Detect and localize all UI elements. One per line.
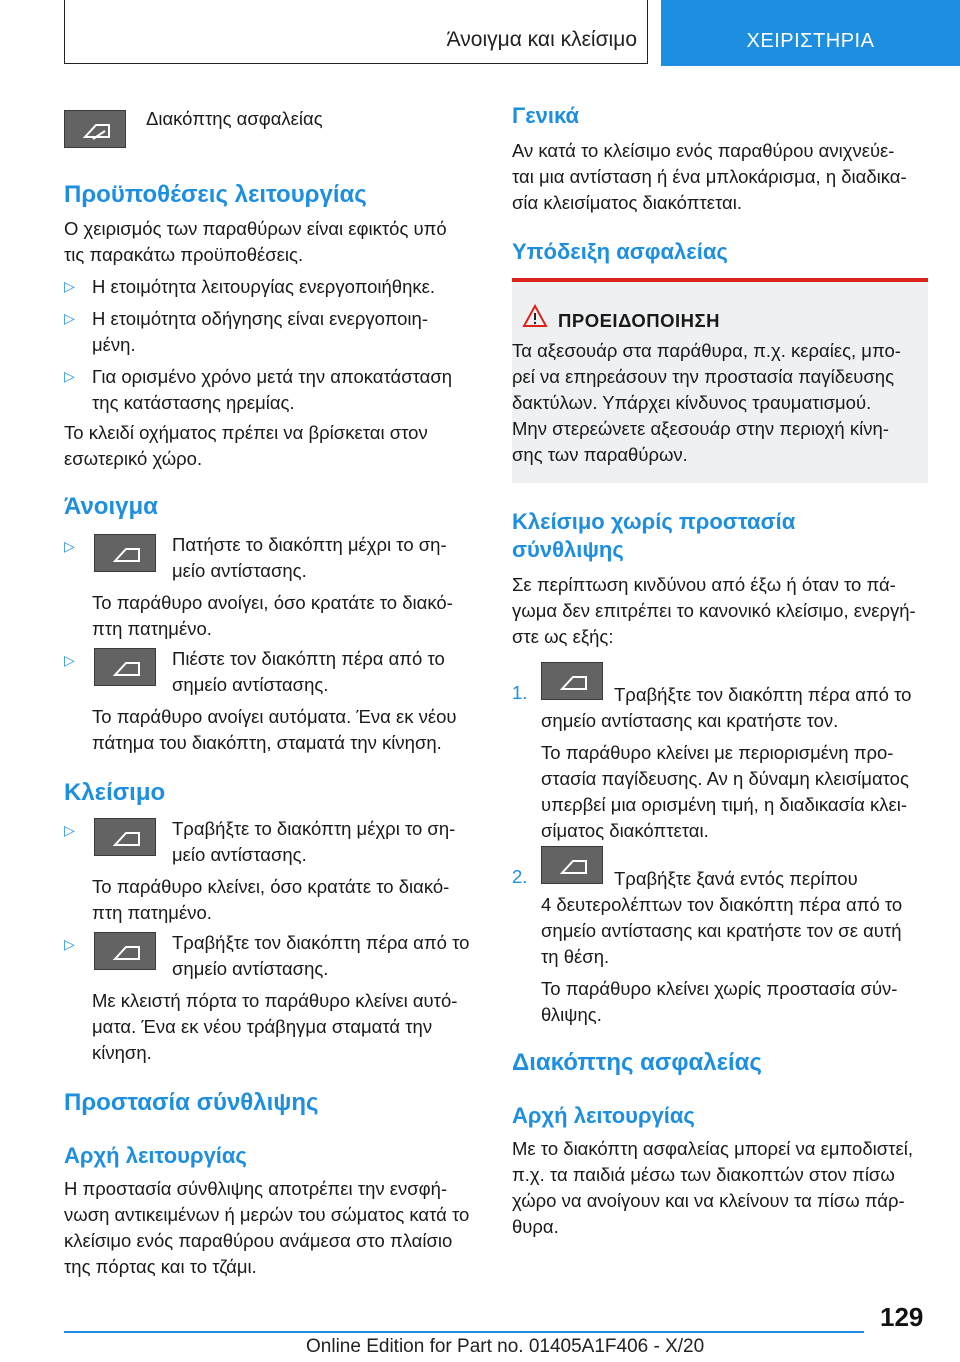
safety-switch-label: Διακόπτης ασφαλείας <box>146 108 323 129</box>
list-bullet-icon: ▷ <box>64 652 75 668</box>
step-result: πτη πατημένο. <box>92 902 212 923</box>
warning-line: Μην στερεώνετε αξεσουάρ στην περιοχή κίνη- <box>512 418 889 439</box>
step-text: σημείο αντίστασης και κρατήστε τον. <box>541 710 839 731</box>
body-line: σία κλεισίματος διακόπτεται. <box>512 192 742 213</box>
step-text: Τραβήξτε ξανά εντός περίπου <box>614 868 858 889</box>
list-item <box>64 306 480 358</box>
warning-line: ρεί να επηρεάσουν την προστασία παγίδευσης <box>512 366 895 387</box>
body-line: Αν κατά το κλείσιμο ενός παραθύρου ανιχνεύε- <box>512 140 895 161</box>
list-bullet-icon: ▷ <box>64 310 75 326</box>
prereq-intro-line: Ο χειρισμός των παραθύρων είναι εφικτός υπό <box>64 218 447 239</box>
warning-triangle-icon <box>522 304 548 333</box>
list-bullet-icon: ▷ <box>64 936 75 952</box>
heading-no-pinch-cont: σύνθλιψης <box>512 537 624 562</box>
key-note-line: εσωτερικό χώρο. <box>64 448 203 469</box>
window-switch-icon <box>94 648 156 686</box>
list-bullet-icon: ▷ <box>64 278 75 294</box>
header-frame <box>64 0 648 64</box>
list-bullet-icon: ▷ <box>64 538 75 554</box>
list-item-text: μένη. <box>92 334 136 355</box>
window-switch-icon <box>541 846 603 884</box>
step-result: κίνηση. <box>92 1042 152 1063</box>
heading-principle: Αρχή λειτουργίας <box>64 1143 247 1168</box>
window-switch-icon <box>94 932 156 970</box>
body-line: χώρο να ανοίγουν και να κλείνουν τα πίσω πάρ- <box>512 1190 905 1211</box>
step-text: μείο αντίστασης. <box>172 844 307 865</box>
step-result: στασία παγίδευσης. Αν η δύναμη κλεισίματος <box>541 768 909 789</box>
body-line: Με το διακόπτη ασφαλείας μπορεί να εμποδιστεί, <box>512 1138 913 1159</box>
step-result: πάτημα του διακόπτη, σταματά την κίνηση. <box>92 732 442 753</box>
heading-closing: Κλείσιμο <box>64 779 166 806</box>
step-result: Το παράθυρο ανοίγει αυτόματα. Ένα εκ νέου <box>92 706 457 727</box>
footer-divider <box>64 1331 864 1333</box>
chapter-tab: ΧΕΙΡΙΣΤΗΡΙΑ <box>661 0 960 66</box>
step-result: θλιψης. <box>541 1004 602 1025</box>
step-text: Τραβήξτε τον διακόπτη πέρα από το <box>172 932 470 953</box>
list-item-text: Για ορισμένο χρόνο μετά την αποκατάσταση <box>92 366 453 387</box>
step-text: Πατήστε το διακόπτη μέχρι το ση- <box>172 534 447 555</box>
prereq-intro-line: τις παρακάτω προϋποθέσεις. <box>64 244 304 265</box>
step-text: Τραβήξτε το διακόπτη μέχρι το ση- <box>172 818 456 839</box>
body-line: Σε περίπτωση κινδύνου από έξω ή όταν το πά- <box>512 574 896 595</box>
list-bullet-icon: ▷ <box>64 822 75 838</box>
body-line: γωμα δεν επιτρέπει το κανονικό κλείσιμο, ενεργή- <box>512 600 916 621</box>
window-switch-icon <box>541 662 603 700</box>
heading-general: Γενικά <box>512 103 580 128</box>
window-switch-icon <box>94 534 156 572</box>
warning-box <box>512 278 928 483</box>
heading-pinch-protection: Προστασία σύνθλιψης <box>64 1089 319 1116</box>
step-number: 2. <box>512 866 528 887</box>
step-result: σίματος διακόπτεται. <box>541 820 709 841</box>
body-line: της πόρτας και το τζάμι. <box>64 1256 257 1277</box>
step-text: τη θέση. <box>541 946 610 967</box>
footer-edition: Online Edition for Part no. 01405A1F406 - X/20 <box>306 1336 705 1357</box>
step-result: Με κλειστή πόρτα το παράθυρο κλείνει αυτό- <box>92 990 458 1011</box>
page-header <box>64 0 960 66</box>
body-line: κλείσιμο ενός παραθύρου ανάμεσα στο πλαίσιο <box>64 1230 453 1251</box>
step-number: 1. <box>512 682 528 703</box>
step-text: Τραβήξτε τον διακόπτη πέρα από το <box>614 684 912 705</box>
step-text: σημείο αντίστασης. <box>172 958 329 979</box>
key-note-line: Το κλειδί οχήματος πρέπει να βρίσκεται στον <box>64 422 428 443</box>
list-bullet-icon: ▷ <box>64 368 75 384</box>
heading-safety-switch: Διακόπτης ασφαλείας <box>512 1049 762 1076</box>
step-text: Πιέστε τον διακόπτη πέρα από το <box>172 648 445 669</box>
window-switch-icon <box>94 818 156 856</box>
page-number: 129 <box>880 1302 924 1332</box>
section-title: Άνοιγμα και κλείσιμο <box>446 28 637 51</box>
warning-line: σης των παραθύρων. <box>512 444 688 465</box>
body-line: ται μια αντίσταση ή ένα μπλοκάρισμα, η διαδικα- <box>512 166 907 187</box>
heading-no-pinch: Κλείσιμο χωρίς προστασία <box>512 509 796 534</box>
step-result: υπερβεί μια ορισμένη τιμή, η διαδικασία κλει- <box>541 794 908 815</box>
heading-opening: Άνοιγμα <box>64 493 158 520</box>
list-item-text: Η ετοιμότητα οδήγησης είναι ενεργοποιη- <box>92 308 428 329</box>
body-line: νωση αντικειμένων ή μερών του σώματος κατά το <box>64 1204 470 1225</box>
warning-title: ΠΡΟΕΙΔΟΠΟΙΗΣΗ <box>558 310 720 331</box>
step-result: Το παράθυρο κλείνει χωρίς προστασία σύν- <box>541 978 898 999</box>
body-line: στε ως εξής: <box>512 626 614 647</box>
list-item-text: Η ετοιμότητα λειτουργίας ενεργοποιήθηκε. <box>92 276 435 297</box>
heading-prerequisites: Προϋποθέσεις λειτουργίας <box>64 181 367 208</box>
body-line: π.χ. τα παιδιά μέσω των διακοπτών στον πίσω <box>512 1164 895 1185</box>
safety-switch-icon <box>64 110 126 148</box>
step-result: Το παράθυρο κλείνει με περιορισμένη προ- <box>541 742 894 763</box>
warning-line: Τα αξεσουάρ στα παράθυρα, π.χ. κεραίες, μπο- <box>512 340 901 361</box>
step-text: μείο αντίστασης. <box>172 560 307 581</box>
step-result: Το παράθυρο κλείνει, όσο κρατάτε το διακό- <box>92 876 450 897</box>
step-text: σημείο αντίστασης και κρατήστε τον σε αυτή <box>541 920 902 941</box>
step-text: 4 δευτερολέπτων τον διακόπτη πέρα από το <box>541 894 903 915</box>
step-result: πτη πατημένο. <box>92 618 212 639</box>
heading-safety-note: Υπόδειξη ασφαλείας <box>512 239 728 264</box>
warning-line: δακτύλων. Υπάρχει κίνδυνος τραυματισμού. <box>512 392 872 413</box>
list-item <box>64 274 480 300</box>
step-result: ματα. Ένα εκ νέου τράβηγμα σταματά την <box>92 1016 433 1037</box>
body-line: θυρα. <box>512 1216 559 1237</box>
body-line: Η προστασία σύνθλιψης αποτρέπει την ενσφή- <box>64 1178 448 1199</box>
list-item <box>64 364 480 416</box>
heading-principle: Αρχή λειτουργίας <box>512 1103 695 1128</box>
step-result: Το παράθυρο ανοίγει, όσο κρατάτε το διακό- <box>92 592 453 613</box>
list-item-text: της κατάστασης ηρεμίας. <box>92 392 295 413</box>
step-text: σημείο αντίστασης. <box>172 674 329 695</box>
